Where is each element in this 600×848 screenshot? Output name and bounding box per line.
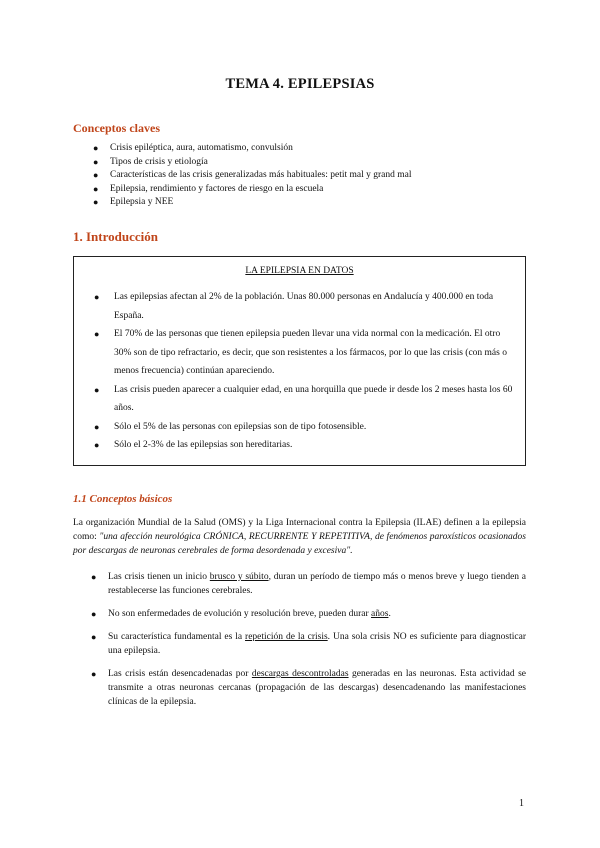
bullet-icon: ● [93, 143, 99, 153]
page-title: TEMA 4. EPILEPSIAS [225, 76, 375, 92]
list-item: ● Su característica fundamental es la repetición de la crisis. Una sola crisis NO es suficiente para diagnosticar una epilepsia. [91, 632, 526, 656]
list-item: ● Las crisis pueden aparecer a cualquier edad, en una horquilla que puede ir desde los 2 meses hasta los 60 años. [94, 381, 519, 418]
key-concepts-list [93, 142, 533, 210]
list-item: ● No son enfermedades de evolución y resolución breve, pueden durar años. [91, 609, 391, 619]
key-concepts-heading: Conceptos claves [73, 121, 160, 135]
bullet-icon: ● [94, 292, 100, 302]
facts-box-title: LA EPILEPSIA EN DATOS [245, 266, 354, 276]
bullet-icon: ● [94, 329, 100, 339]
page-number: 1 [519, 798, 524, 809]
basic-concepts-list [91, 570, 526, 718]
list-item: ● Sólo el 2-3% de las epilepsias son hereditarias. [94, 436, 519, 455]
list-item: ● Epilepsia y NEE [93, 196, 533, 210]
list-item: ● Las epilepsias afectan al 2% de la población. Unas 80.000 personas en Andalucía y 400.000 en toda España. [94, 288, 519, 325]
list-item: ● El 70% de las personas que tienen epilepsia pueden llevar una vida normal con la medicación. El otro 30% son de tipo refractario, es decir, que son resistentes a los fármacos, por lo que las crisis (con más o menos frecuencia) continúan apareciendo. [94, 325, 519, 381]
definition-paragraph: La organización Mundial de la Salud (OMS) y la Liga Internacional contra la Epilepsia (ILAE) definen a la epilepsia como: "una afección neurológica CRÓNICA, RECURRENTE Y REPETITIVA, de fenómenos paroxísticos ocasionados por descargas de neuronas cerebrales de forma desordenada y excesiva". [73, 518, 527, 556]
list-item: ● Las crisis tienen un inicio brusco y súbito, duran un período de tiempo más o menos breve y luego tienden a restablecerse las funciones cerebrales. [91, 572, 526, 596]
bullet-icon: ● [93, 197, 99, 208]
bullet-icon: ● [93, 183, 99, 194]
list-item: ● Las crisis están desencadenadas por descargas descontroladas generadas en las neuronas. Esta actividad se transmite a otras neuronas cercanas (propagación de las descargas) desencadenando las manifestaciones clínicas de la epilepsia. [91, 669, 526, 707]
bullet-icon: ● [93, 156, 99, 167]
introduction-heading: 1. Introducción [73, 229, 158, 244]
bullet-icon: ● [91, 609, 97, 619]
bullet-icon: ● [91, 632, 97, 642]
list-item: ● Tipos de crisis y etiología [93, 156, 533, 170]
basic-concepts-heading: 1.1 Conceptos básicos [73, 493, 173, 505]
bullet-icon: ● [93, 170, 99, 181]
bullet-icon: ● [94, 440, 100, 450]
facts-list [94, 288, 519, 455]
list-item: ● Crisis epiléptica, aura, automatismo, convulsión [93, 142, 533, 156]
list-item: ● Características de las crisis generalizadas más habituales: petit mal y grand mal [93, 169, 533, 183]
list-item: ● Epilepsia, rendimiento y factores de riesgo en la escuela [93, 183, 533, 197]
bullet-icon: ● [94, 384, 100, 395]
list-item: ● Sólo el 5% de las personas con epilepsias son de tipo fotosensible. [94, 418, 519, 437]
bullet-icon: ● [94, 421, 100, 432]
bullet-icon: ● [91, 669, 97, 679]
definition-quote: "una afección neurológica CRÓNICA, RECURRENTE Y REPETITIVA, de fenómenos paroxísticos ocasionados por descargas de neuronas cerebrales de forma desordenada y excesiva". [73, 532, 527, 556]
epilepsy-facts-box [73, 256, 526, 466]
bullet-icon: ● [91, 572, 97, 582]
